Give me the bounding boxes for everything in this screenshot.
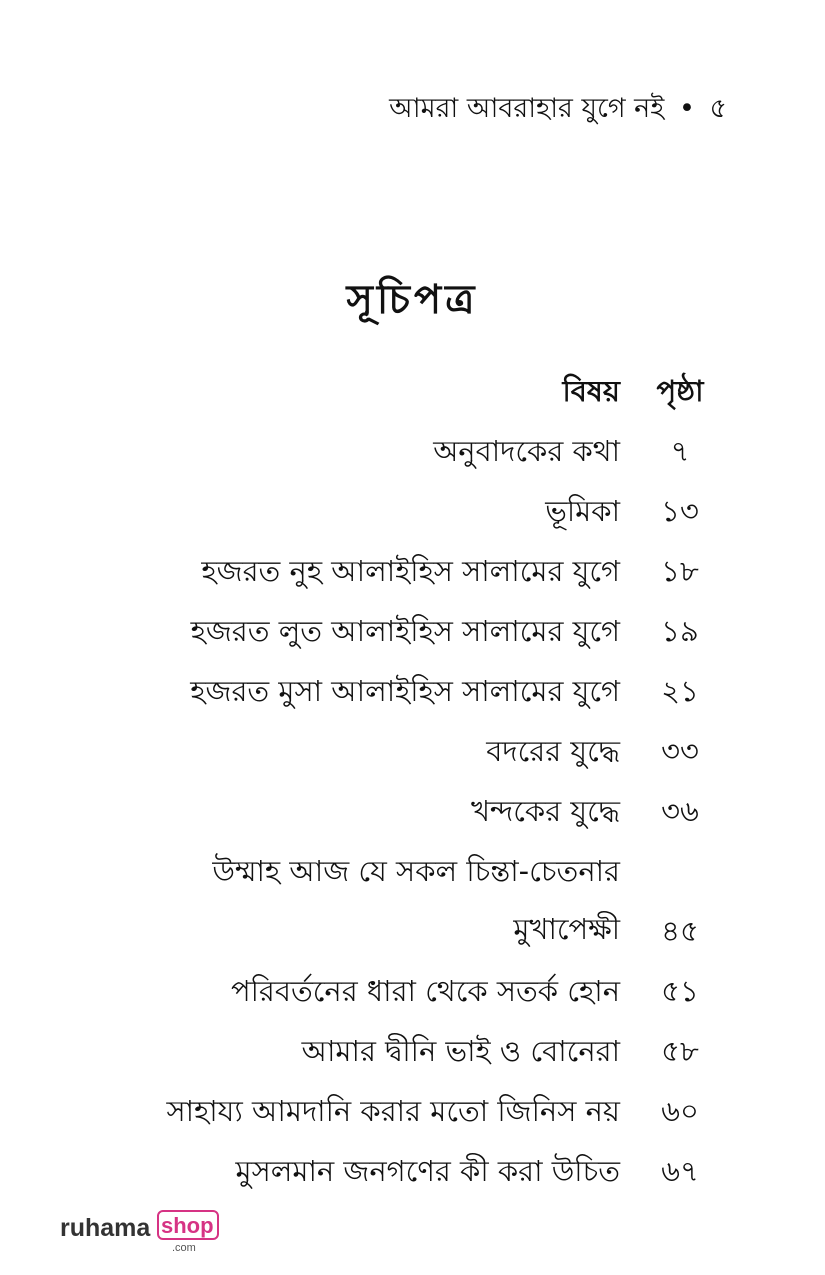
toc-entry-page: ৩৬ [661,794,699,828]
toc-entry-title: সাহায্য আমদানি করার মতো জিনিস নয় [166,1094,620,1128]
toc-entry [0,600,825,660]
toc-entry-title-line: মুখাপেক্ষী [513,912,620,946]
toc-entry-title: হজরত নুহ আলাইহিস সালামের যুগে [201,554,620,588]
toc-entry-page: ৫৮ [661,1034,699,1068]
toc-entry [0,480,825,540]
toc-entry-title-line: উম্মাহ আজ যে সকল চিন্তা-চেতনার [212,854,620,888]
toc-entry [0,780,825,840]
toc-entry-title: আমার দ্বীনি ভাই ও বোনেরা [301,1034,620,1068]
toc-entry-page: ২১ [661,674,699,708]
toc-entry [0,1080,825,1140]
toc-entry-title: ভূমিকা [545,494,620,528]
running-header [389,88,727,133]
page-title: সূচিপত্র [346,277,479,323]
toc-entry [0,1020,825,1080]
toc-entry-page: ১৯ [661,614,699,648]
toc-entry-title: অনুবাদকের কথা [433,434,620,468]
toc-entry-title [212,842,620,958]
toc-entry [0,1140,825,1200]
toc-entry-page: ৬৭ [661,1154,699,1188]
logo-text-com: .com [172,1242,196,1254]
logo-text-ruhama: ruhama [60,1214,151,1242]
toc-entry [0,660,825,720]
toc-entry-title: হজরত লুত আলাইহিস সালামের যুগে [190,614,620,648]
toc-entry [0,420,825,480]
toc-entry-page: ১৮ [661,554,699,588]
toc-header-row [0,360,825,420]
toc-entry [0,840,825,960]
logo-text-shop: shop [161,1213,214,1238]
toc-entry-title: পরিবর্তনের ধারা থেকে সতর্ক হোন [230,974,620,1008]
toc-entry-page: ৪৫ [661,914,699,948]
toc-entry-page: ১৩ [661,494,699,528]
toc-entry [0,960,825,1020]
toc-column-page: পৃষ্ঠা [656,374,704,408]
toc-entry-title: খন্দকের যুদ্ধে [470,794,620,828]
table-of-contents [0,360,825,1200]
toc-entry-title: মুসলমান জনগণের কী করা উচিত [235,1154,620,1188]
toc-entry-page: ৩৩ [661,734,699,768]
header-separator: • [678,93,695,124]
toc-column-topic: বিষয় [562,374,620,408]
toc-entry-page: ৭ [670,434,690,468]
toc-entry [0,540,825,600]
toc-entry-page: ৫১ [661,974,699,1008]
header-page-number: ৫ [709,93,727,124]
toc-entry-title: হজরত মুসা আলাইহিস সালামের যুগে [190,674,620,708]
header-book-title: আমরা আবরাহার যুগে নই [389,93,665,124]
toc-entry [0,720,825,780]
toc-entry-page: ৬০ [661,1094,699,1128]
toc-entry-title: বদরের যুদ্ধে [486,734,620,768]
